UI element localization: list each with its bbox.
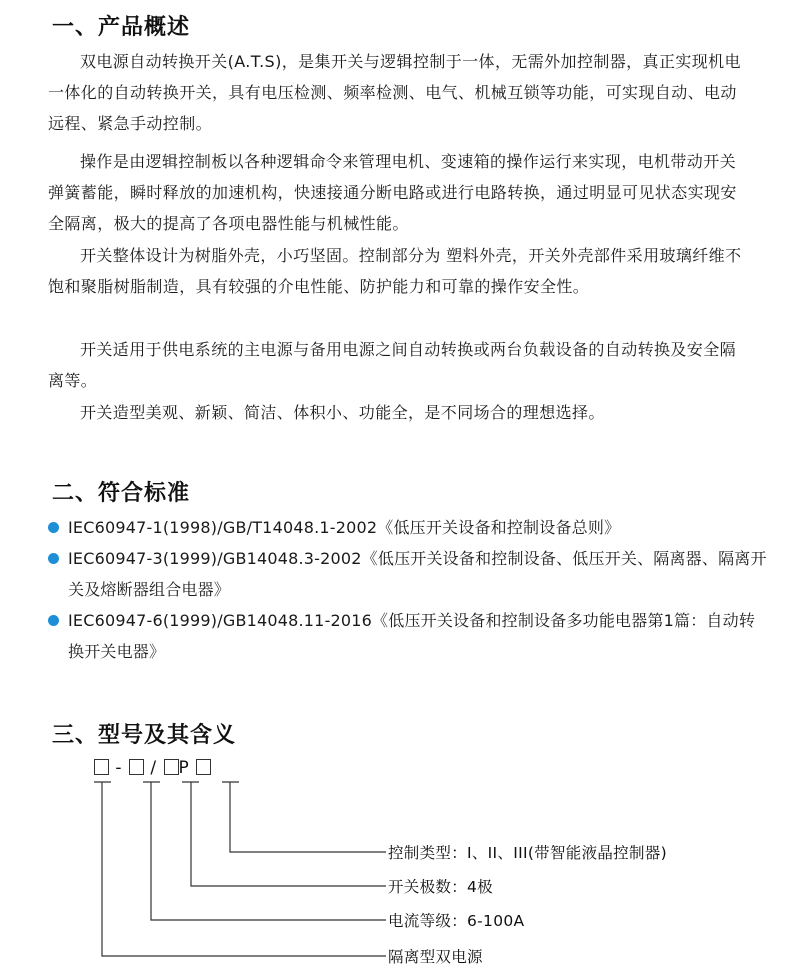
code-letter: P <box>178 758 190 778</box>
label-current-rating: 电流等级：6-100A <box>388 912 525 930</box>
label-control-type: 控制类型：I、II、III(带智能液晶控制器) <box>388 844 667 862</box>
label-type-name: 隔离型双电源 <box>388 948 483 966</box>
list-item: IEC60947-1(1998)/GB/T14048.1-2002《低压开关设备和控制设备总则》 <box>48 512 768 543</box>
code-separator: - <box>115 758 123 778</box>
code-separator: / <box>150 758 158 778</box>
leader-line <box>191 782 386 886</box>
overview-paragraph: 开关造型美观、新颖、简洁、体积小、功能全，是不同场合的理想选择。 <box>80 403 605 422</box>
list-item: IEC60947-6(1999)/GB14048.11-2016《低压开关设备和控制设备多功能电器第1篇：自动转换开关电器》 <box>48 605 768 667</box>
leader-line <box>102 782 386 956</box>
overview-paragraph: 开关整体设计为树脂外壳，小巧坚固。控制部分为 塑料外壳，开关外壳部件采用玻璃纤维不饱和聚脂树脂制造，具有较强的介电性能、防护能力和可靠的操作安全性。 <box>48 246 742 296</box>
section-title-overview: 一、产品概述 <box>52 15 191 40</box>
list-item: IEC60947-3(1999)/GB14048.3-2002《低压开关设备和控制设备、低压开关、隔离器、隔离开关及熔断器组合电器》 <box>48 543 768 605</box>
leader-line <box>151 782 386 920</box>
overview-paragraph: 开关适用于供电系统的主电源与备用电源之间自动转换或两台负载设备的自动转换及安全隔离等。 <box>48 340 737 390</box>
leader-line <box>230 782 386 852</box>
label-poles: 开关极数：4极 <box>388 878 493 896</box>
overview-paragraph: 双电源自动转换开关(A.T.S)，是集开关与逻辑控制于一体，无需外加控制器，真正实现机电一体化的自动转换开关，具有电压检测、频率检测、电气、机械互锁等功能，可实现自动、电动远程、紧急手动控制。 <box>48 52 741 133</box>
section-title-model: 三、型号及其含义 <box>52 723 237 748</box>
section-title-standards: 二、符合标准 <box>52 481 191 506</box>
overview-paragraph: 操作是由逻辑控制板以各种逻辑命令来管理电机、变速箱的操作运行来实现，电机带动开关弹簧蓄能，瞬时释放的加速机构，快速接通分断电路或进行电路转换，通过明显可见状态实现安全隔离，极大的提高了各项电器性能与机械性能。 <box>48 152 737 233</box>
